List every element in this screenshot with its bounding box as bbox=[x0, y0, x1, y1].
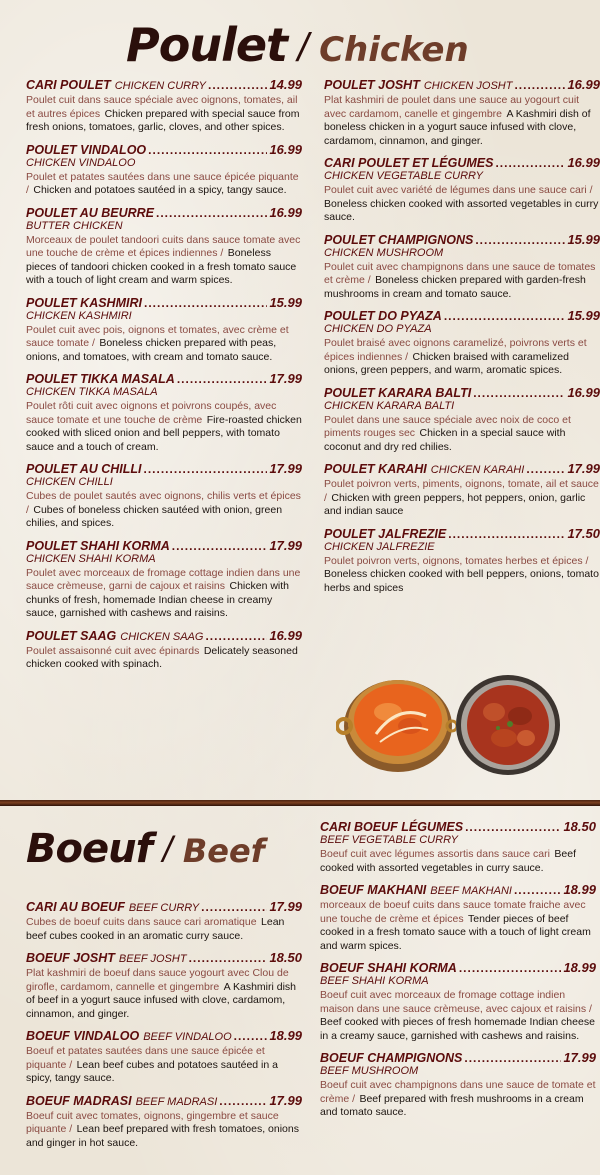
menu-item-english-description: A Kashmiri dish of boneless chicken in a yogurt sauce infused with clove, cardamom, cinnamon, and ginger. bbox=[324, 107, 591, 147]
menu-item-english-name: CHICKEN CHILLI bbox=[26, 476, 113, 488]
menu-item bbox=[324, 233, 600, 301]
menu-item-price: 16.99 bbox=[269, 204, 302, 220]
menu-item-description bbox=[320, 988, 596, 1042]
menu-item-english-description: Chicken and potatoes sautéed in a spicy, tangy sauce. bbox=[33, 184, 287, 196]
menu-item-english-name: BEEF MADRASI bbox=[135, 1095, 218, 1108]
menu-item-english-name: BEEF MUSHROOM bbox=[320, 1065, 419, 1077]
menu-item-name: BOEUF VINDALOO bbox=[26, 1029, 140, 1043]
menu-item-name: POULET JALFREZIE bbox=[324, 526, 447, 541]
menu-item-title-line bbox=[324, 527, 600, 541]
menu-item bbox=[26, 206, 302, 287]
dot-leader bbox=[177, 372, 268, 386]
menu-item-name: POULET KARAHI bbox=[324, 462, 427, 476]
menu-item-description bbox=[320, 847, 596, 874]
menu-item bbox=[324, 156, 600, 224]
dot-leader bbox=[205, 629, 267, 643]
beef-section-title bbox=[26, 826, 265, 872]
menu-item-english-name: BEEF VEGETABLE CURRY bbox=[320, 834, 458, 846]
menu-item-price: 17.99 bbox=[269, 461, 302, 476]
menu-item-description bbox=[324, 413, 600, 454]
chicken-right-column bbox=[324, 78, 600, 603]
dot-leader bbox=[444, 309, 566, 323]
menu-item-description bbox=[26, 93, 302, 134]
menu-item-french-description: Boeuf cuit avec champignons dans une sauce de tomate et crème / bbox=[320, 1079, 596, 1105]
menu-item-price: 18.99 bbox=[563, 960, 596, 975]
menu-item-price: 16.99 bbox=[567, 155, 600, 170]
menu-item-english-name: CHICKEN TIKKA MASALA bbox=[26, 386, 158, 398]
menu-item-title-line bbox=[26, 1094, 302, 1109]
menu-item-french-description: Morceaux de poulet tandoori cuits dans sauce tomate avec une touche de crème et épices indiennes / bbox=[26, 233, 301, 259]
menu-item-english-description: Beef cooked with assorted vegetables in curry sauce. bbox=[320, 848, 577, 874]
menu-item-description bbox=[324, 260, 600, 301]
menu-item-price: 15.99 bbox=[567, 231, 600, 247]
menu-item-french-description: Poulet rôti cuit avec oignons et poivrons coupés, avec sauce tomate et une touche de crème bbox=[26, 400, 277, 426]
menu-item-french-description: Poulet braisé avec oignons caramelizé, poivrons verts et épices indiennes / bbox=[324, 337, 587, 363]
menu-item-price: 17.50 bbox=[567, 525, 600, 541]
menu-item-name: POULET TIKKA MASALA bbox=[26, 372, 175, 386]
menu-item-english-name: CHICKEN VINDALOO bbox=[26, 156, 136, 169]
dot-leader bbox=[448, 527, 565, 541]
menu-item bbox=[26, 629, 302, 671]
menu-item-title-line bbox=[26, 296, 302, 310]
menu-item-title-line bbox=[324, 78, 600, 93]
menu-item-english-description: Chicken braised with caramelized onions, green peppers, and warm, aromatic spices. bbox=[324, 350, 569, 376]
dot-leader bbox=[208, 78, 267, 92]
menu-item-description bbox=[324, 93, 600, 147]
menu-item-title-line bbox=[26, 462, 302, 476]
menu-item bbox=[26, 78, 302, 134]
menu-item-french-description: Poulet cuit avec champignons dans une sauce de tomates et crème / bbox=[324, 260, 596, 286]
menu-item-french-description: Poulet dans une sauce spéciale avec noix de coco et piments rouges sec bbox=[324, 413, 571, 439]
menu-item bbox=[26, 539, 302, 620]
menu-item-description bbox=[26, 323, 302, 364]
menu-item bbox=[320, 961, 596, 1042]
menu-item-name: POULET JOSHT bbox=[324, 78, 420, 92]
menu-item bbox=[26, 296, 302, 364]
menu-item-english-description: Fire-roasted chicken cooked with sliced onion and bell peppers, with tomato sauce and a touch of cream. bbox=[26, 413, 302, 453]
menu-item-french-description: Boeuf et patates sautées dans une sauce épicée et piquante / bbox=[26, 1045, 265, 1071]
menu-item-french-description: Poulet cuit dans sauce spéciale avec oignons, tomates, ail et autres épices bbox=[26, 94, 298, 120]
menu-item bbox=[26, 462, 302, 530]
menu-item-english-description: Chicken with green peppers, hot peppers, onion, garlic and indian sauce bbox=[324, 491, 586, 517]
menu-item-english-description: Beef cooked with pieces of fresh homemade Indian cheese in a creamy sauce, garnished with cashews and raisins. bbox=[320, 1016, 595, 1042]
dot-leader bbox=[144, 296, 267, 310]
menu-item-price: 16.99 bbox=[269, 141, 302, 157]
menu-item-price: 16.99 bbox=[567, 77, 600, 92]
menu-item-price: 14.99 bbox=[269, 77, 302, 92]
dot-leader bbox=[148, 143, 267, 157]
menu-item-english-description: Lean beef cubes and potatoes sautéed in a spicy, tangy sauce. bbox=[26, 1058, 278, 1084]
menu-item bbox=[324, 309, 600, 377]
menu-item-english-description: Chicken in a special sauce with coconut and dry red chilies. bbox=[324, 427, 566, 453]
menu-item-name: BOEUF MADRASI bbox=[26, 1093, 132, 1108]
menu-item-english-description: Beef prepared with fresh mushrooms in a cream and tomato sauce. bbox=[320, 1092, 584, 1118]
menu-item bbox=[320, 883, 596, 952]
menu-item-french-description: Poulet poivron verts, piments, oignons, tomate, ail et sauce / bbox=[324, 478, 599, 504]
menu-item-price: 17.99 bbox=[567, 461, 600, 476]
menu-item-english-description: Boneless chicken prepared with garden-fresh mushrooms in cream and tomato sauce. bbox=[324, 274, 586, 300]
menu-item bbox=[320, 1051, 596, 1119]
section-divider bbox=[0, 800, 600, 806]
menu-item-description bbox=[26, 170, 302, 197]
menu-item bbox=[26, 900, 302, 942]
dot-leader bbox=[495, 156, 565, 170]
menu-item bbox=[320, 820, 596, 874]
menu-item-description bbox=[324, 554, 600, 595]
menu-item bbox=[26, 372, 302, 453]
menu-item-description bbox=[320, 898, 596, 952]
menu-item-english-name: CHICKEN VEGETABLE CURRY bbox=[324, 170, 483, 182]
menu-item-title-line bbox=[320, 883, 596, 898]
menu-item-english-description: Chicken prepared with special sauce from fresh onions, tomatoes, garlic, cloves, and other spices. bbox=[26, 107, 300, 133]
menu-item-french-description: Boeuf cuit avec tomates, oignons, gingembre et sauce piquante / bbox=[26, 1109, 279, 1135]
chicken-title-fr: Poulet bbox=[126, 18, 288, 72]
menu-item-price: 18.99 bbox=[269, 1028, 302, 1043]
menu-item-title-line bbox=[324, 386, 600, 400]
beef-title-slash: / bbox=[162, 829, 173, 870]
menu-item-title-line bbox=[26, 206, 302, 220]
menu-item-french-description: Poulet avec morceaux de fromage cottage indien dans une sauce crèmeuse, garni de cajoux et raisins bbox=[26, 566, 301, 592]
menu-item-title-line bbox=[26, 629, 302, 644]
menu-item-title-line bbox=[320, 961, 596, 975]
menu-item-english-name: BEEF MAKHANI bbox=[430, 885, 512, 897]
menu-item-description bbox=[324, 477, 600, 518]
menu-item-title-line bbox=[320, 1051, 596, 1065]
menu-item-title-line bbox=[320, 820, 596, 834]
menu-item-name: POULET AU CHILLI bbox=[26, 462, 142, 476]
beef-right-column bbox=[320, 820, 596, 1128]
dot-leader bbox=[465, 820, 561, 834]
menu-item-title-line bbox=[26, 78, 302, 93]
menu-item-name: POULET KASHMIRI bbox=[26, 295, 142, 310]
menu-item-price: 18.99 bbox=[563, 882, 596, 897]
menu-item-english-name: BEEF SHAHI KORMA bbox=[320, 975, 429, 987]
beef-curry-dish-image bbox=[454, 672, 562, 778]
beef-title-en: Beef bbox=[182, 832, 265, 870]
menu-item-title-line bbox=[324, 462, 600, 477]
menu-item-name: POULET DO PYAZA bbox=[324, 309, 442, 323]
menu-item-english-name: CHICKEN MUSHROOM bbox=[324, 246, 444, 259]
menu-item-title-line bbox=[26, 143, 302, 157]
menu-item-title-line bbox=[324, 233, 600, 247]
dot-leader bbox=[473, 386, 565, 400]
menu-item-price: 17.99 bbox=[269, 537, 302, 553]
menu-item-english-name: CHICKEN KASHMIRI bbox=[26, 309, 132, 322]
menu-item-french-description: Plat kashmiri de boeuf dans sauce yogourt avec Clou de girofle, cardamom, cannelle et gingembre bbox=[26, 967, 289, 993]
menu-item-price: 16.99 bbox=[567, 384, 600, 400]
dot-leader bbox=[156, 206, 267, 220]
menu-item bbox=[26, 951, 302, 1020]
menu-item bbox=[324, 78, 600, 147]
menu-item-name: CARI POULET ET LÉGUMES bbox=[324, 156, 494, 170]
menu-item-description bbox=[26, 489, 302, 530]
menu-item-description bbox=[26, 233, 302, 287]
chicken-section-title bbox=[126, 18, 469, 72]
menu-item-english-name: CHICKEN DO PYAZA bbox=[324, 323, 432, 335]
menu-item-name: CARI BOEUF LÉGUMES bbox=[320, 820, 464, 834]
menu-item-name: BOEUF JOSHT bbox=[26, 951, 115, 965]
menu-item-title-line bbox=[26, 372, 302, 386]
menu-item-description bbox=[26, 966, 302, 1020]
menu-item-price: 16.99 bbox=[269, 627, 302, 643]
dot-leader bbox=[514, 883, 561, 897]
menu-item-title-line bbox=[26, 539, 302, 553]
menu-item-name: BOEUF SHAHI KORMA bbox=[320, 961, 457, 975]
menu-item-english-name: BUTTER CHICKEN bbox=[26, 219, 123, 232]
menu-item-english-description: Lean beef cubes cooked in an aromatic curry sauce. bbox=[26, 916, 285, 942]
menu-item-price: 15.99 bbox=[567, 308, 600, 323]
menu-item-english-name: BEEF VINDALOO bbox=[143, 1031, 232, 1043]
dot-leader bbox=[514, 78, 565, 92]
chicken-title-en: Chicken bbox=[319, 30, 469, 70]
menu-item-french-description: Cubes de poulet sautés avec oignons, chilis verts et épices / bbox=[26, 490, 301, 516]
menu-item bbox=[324, 386, 600, 454]
menu-item-english-name: CHICKEN CURRY bbox=[114, 80, 206, 92]
menu-item-english-description: Boneless chicken cooked with assorted vegetables in curry sauce. bbox=[324, 197, 599, 223]
menu-item-price: 17.99 bbox=[269, 371, 302, 386]
menu-item-french-description: Boeuf cuit avec morceaux de fromage cottage indien maison dans une sauce crèmeuse, avec cajoux et raisins / bbox=[320, 989, 592, 1015]
menu-item-french-description: Poulet et patates sautées dans une sauce épicée piquante / bbox=[26, 170, 299, 196]
menu-item-title-line bbox=[26, 951, 302, 966]
menu-item-price: 17.99 bbox=[269, 899, 302, 914]
menu-item-description bbox=[324, 183, 600, 224]
menu-item bbox=[324, 462, 600, 518]
menu-item-description bbox=[26, 1044, 302, 1085]
menu-item-description bbox=[26, 1109, 302, 1150]
dot-leader bbox=[189, 951, 268, 965]
menu-item-price: 17.99 bbox=[563, 1050, 596, 1065]
menu-item-english-name: BEEF CURRY bbox=[128, 902, 200, 914]
menu-item-english-description: Delicately seasoned chicken cooked with spinach. bbox=[26, 644, 298, 670]
menu-item-english-description: Tender pieces of beef cooked in a fresh tomato sauce with a touch of light cream and warm spices. bbox=[320, 912, 591, 952]
menu-item-english-description: A Kashmiri dish of beef in a yogurt sauce infused with clove, cardamom, cinnamon, and ginger. bbox=[26, 980, 297, 1020]
menu-item-description bbox=[320, 1078, 596, 1119]
menu-item-price: 18.50 bbox=[269, 950, 302, 965]
dot-leader bbox=[459, 961, 562, 975]
menu-item-english-name: CHICKEN SAAG bbox=[120, 630, 204, 643]
menu-item-french-description: Poulet assaisonné cuit avec épinards bbox=[26, 644, 200, 657]
menu-item-description bbox=[26, 915, 302, 942]
menu-item-french-description: morceaux de boeuf cuits dans sauce tomate fraiche avec une touche de crème et épices bbox=[320, 899, 586, 925]
beef-title-fr: Boeuf bbox=[26, 826, 152, 872]
menu-item-english-name: CHICKEN SHAHI KORMA bbox=[26, 552, 156, 565]
menu-item-description bbox=[26, 566, 302, 620]
menu-item-french-description: Poulet cuit avec variété de légumes dans une sauce cari / bbox=[324, 184, 593, 196]
menu-item-english-description: Chicken with chunks of fresh, homemade Indian cheese in creamy sauce, garnished with cashews and raisins. bbox=[26, 580, 290, 619]
beef-left-column bbox=[26, 900, 302, 1158]
menu-item-english-description: Cubes of boneless chicken sautéed with onion, green chilies, and spices. bbox=[26, 503, 283, 529]
menu-item-description bbox=[324, 336, 600, 377]
menu-item-name: BOEUF MAKHANI bbox=[320, 883, 427, 897]
dot-leader bbox=[219, 1094, 267, 1108]
menu-item-price: 15.99 bbox=[269, 294, 302, 310]
butter-chicken-dish-image bbox=[336, 664, 456, 774]
menu-item-english-description: Boneless chicken cooked with bell peppers, onions, tomato herbs and spices bbox=[324, 568, 599, 594]
menu-item-name: CARI AU BOEUF bbox=[26, 900, 125, 914]
menu-item bbox=[26, 1094, 302, 1150]
menu-item-english-name: CHICKEN JALFREZIE bbox=[324, 540, 435, 553]
menu-item bbox=[26, 143, 302, 197]
menu-item-name: POULET SHAHI KORMA bbox=[26, 538, 170, 553]
dot-leader bbox=[144, 462, 268, 476]
menu-item bbox=[26, 1029, 302, 1085]
menu-item-name: POULET CHAMPIGNONS bbox=[324, 232, 474, 247]
menu-item-name: POULET KARARA BALTI bbox=[324, 385, 472, 400]
menu-item-english-name: BEEF JOSHT bbox=[118, 953, 187, 965]
menu-item-english-description: Boneless chicken prepared with peas, onions, and tomatoes, with cream and tomato sauce. bbox=[26, 337, 277, 363]
menu-item-name: POULET SAAG bbox=[26, 628, 117, 643]
menu-item-title-line bbox=[324, 309, 600, 323]
menu-item-price: 18.50 bbox=[563, 819, 596, 834]
dot-leader bbox=[464, 1051, 561, 1065]
dot-leader bbox=[234, 1029, 268, 1043]
menu-item-price: 17.99 bbox=[269, 1092, 302, 1108]
menu-item-french-description: Plat kashmiri de poulet dans une sauce au yogourt cuit avec cardamom, canelle et gingembre bbox=[324, 94, 580, 120]
menu-item-description bbox=[26, 399, 302, 453]
menu-item-title-line bbox=[324, 156, 600, 170]
menu-item-english-name: CHICKEN KARAHI bbox=[430, 464, 525, 476]
dot-leader bbox=[526, 462, 565, 476]
dot-leader bbox=[172, 539, 268, 553]
menu-item-english-description: Boneless pieces of tandoori chicken cooked in a fresh tomato sauce with a touch of light cream and warm spices. bbox=[26, 247, 297, 286]
menu-item-description bbox=[26, 644, 302, 671]
menu-item-english-name: CHICKEN JOSHT bbox=[423, 80, 513, 92]
menu-item-name: POULET AU BEURRE bbox=[26, 205, 155, 220]
menu-item-english-name: CHICKEN KARARA BALTI bbox=[324, 399, 455, 412]
chicken-title-slash: / bbox=[297, 26, 309, 70]
menu-item-french-description: Cubes de boeuf cuits dans sauce cari aromatique bbox=[26, 916, 257, 928]
menu-item-title-line bbox=[26, 1029, 302, 1044]
chicken-left-column bbox=[26, 78, 302, 680]
menu-item-name: POULET VINDALOO bbox=[26, 142, 147, 157]
dot-leader bbox=[475, 233, 565, 247]
menu-item-name: BOEUF CHAMPIGNONS bbox=[320, 1051, 463, 1065]
menu-item bbox=[324, 527, 600, 595]
menu-item-english-description: Lean beef prepared with fresh tomatoes, onions and ginger in hot sauce. bbox=[26, 1123, 299, 1149]
menu-item-french-description: Poulet cuit avec pois, oignons et tomates, avec crème et sauce tomate / bbox=[26, 323, 289, 349]
menu-item-french-description: Poulet poivron verts, oignons, tomates herbes et épices / bbox=[324, 554, 589, 567]
menu-item-french-description: Boeuf cuit avec légumes assortis dans sauce cari bbox=[320, 848, 550, 860]
menu-item-name: CARI POULET bbox=[26, 78, 111, 92]
